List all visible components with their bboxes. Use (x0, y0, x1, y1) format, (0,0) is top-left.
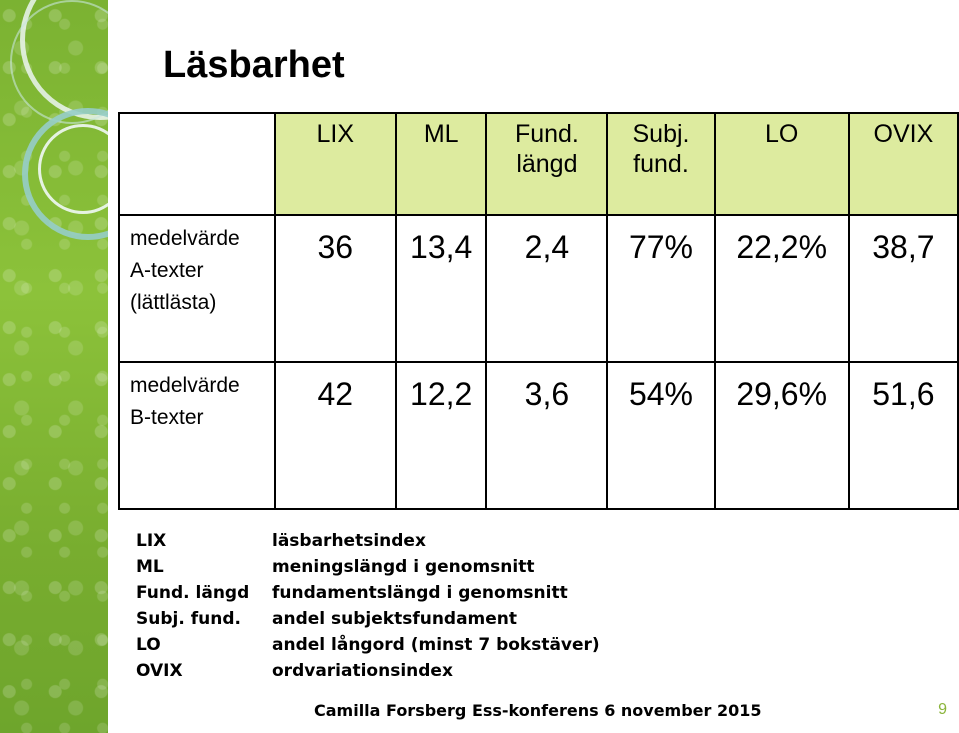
legend-desc: andel subjektsfundament (272, 609, 518, 629)
legend-abbr: Fund. längd (136, 583, 250, 603)
table-cell: 42 (275, 362, 396, 509)
legend-abbr: LIX (136, 531, 167, 551)
slide-footer: Camilla Forsberg Ess-konferens 6 november 2015 (314, 701, 762, 720)
table-cell: 38,7 (849, 215, 958, 362)
table-cell: 36 (275, 215, 396, 362)
table-cell: 51,6 (849, 362, 958, 509)
decorative-sidebar (0, 0, 108, 733)
column-header: LIX (275, 113, 396, 215)
row-label-line: medelvärde (130, 227, 240, 250)
table-row (119, 362, 958, 509)
legend-desc: läsbarhetsindex (272, 531, 426, 551)
column-header: Fund. längd (486, 113, 607, 215)
legend-desc: ordvariationsindex (272, 661, 453, 681)
legend-item (136, 658, 600, 684)
legend-abbr: OVIX (136, 661, 183, 681)
legend-desc: fundamentslängd i genomsnitt (272, 583, 568, 603)
column-header: OVIX (849, 113, 958, 215)
table-header-row (119, 113, 958, 215)
table-cell: 13,4 (396, 215, 486, 362)
table-cell: 22,2% (715, 215, 849, 362)
readability-table (118, 112, 959, 510)
row-label (119, 215, 275, 362)
table-cell: 12,2 (396, 362, 486, 509)
legend-item (136, 580, 600, 606)
page-number: 9 (938, 701, 947, 718)
row-label-line: (lättlästa) (130, 291, 217, 314)
column-header: ML (396, 113, 486, 215)
table-cell: 3,6 (486, 362, 607, 509)
legend-item (136, 528, 600, 554)
legend-item (136, 632, 600, 658)
row-label-line: A-texter (130, 259, 204, 282)
legend-item (136, 606, 600, 632)
table-cell: 54% (607, 362, 714, 509)
legend-abbr: LO (136, 635, 161, 655)
table-row (119, 215, 958, 362)
row-label-line: medelvärde (130, 374, 240, 397)
column-header: Subj. fund. (607, 113, 714, 215)
row-label-line: B-texter (130, 406, 204, 429)
column-header: LO (715, 113, 849, 215)
legend-desc: meningslängd i genomsnitt (272, 557, 535, 577)
abbreviation-legend (136, 528, 600, 684)
legend-item (136, 554, 600, 580)
legend-abbr: Subj. fund. (136, 609, 241, 629)
slide-title: Läsbarhet (163, 44, 345, 86)
legend-abbr: ML (136, 557, 164, 577)
table-cell: 77% (607, 215, 714, 362)
row-label (119, 362, 275, 509)
table-corner-cell (119, 113, 275, 215)
table-cell: 29,6% (715, 362, 849, 509)
table-cell: 2,4 (486, 215, 607, 362)
legend-desc: andel långord (minst 7 bokstäver) (272, 635, 600, 655)
